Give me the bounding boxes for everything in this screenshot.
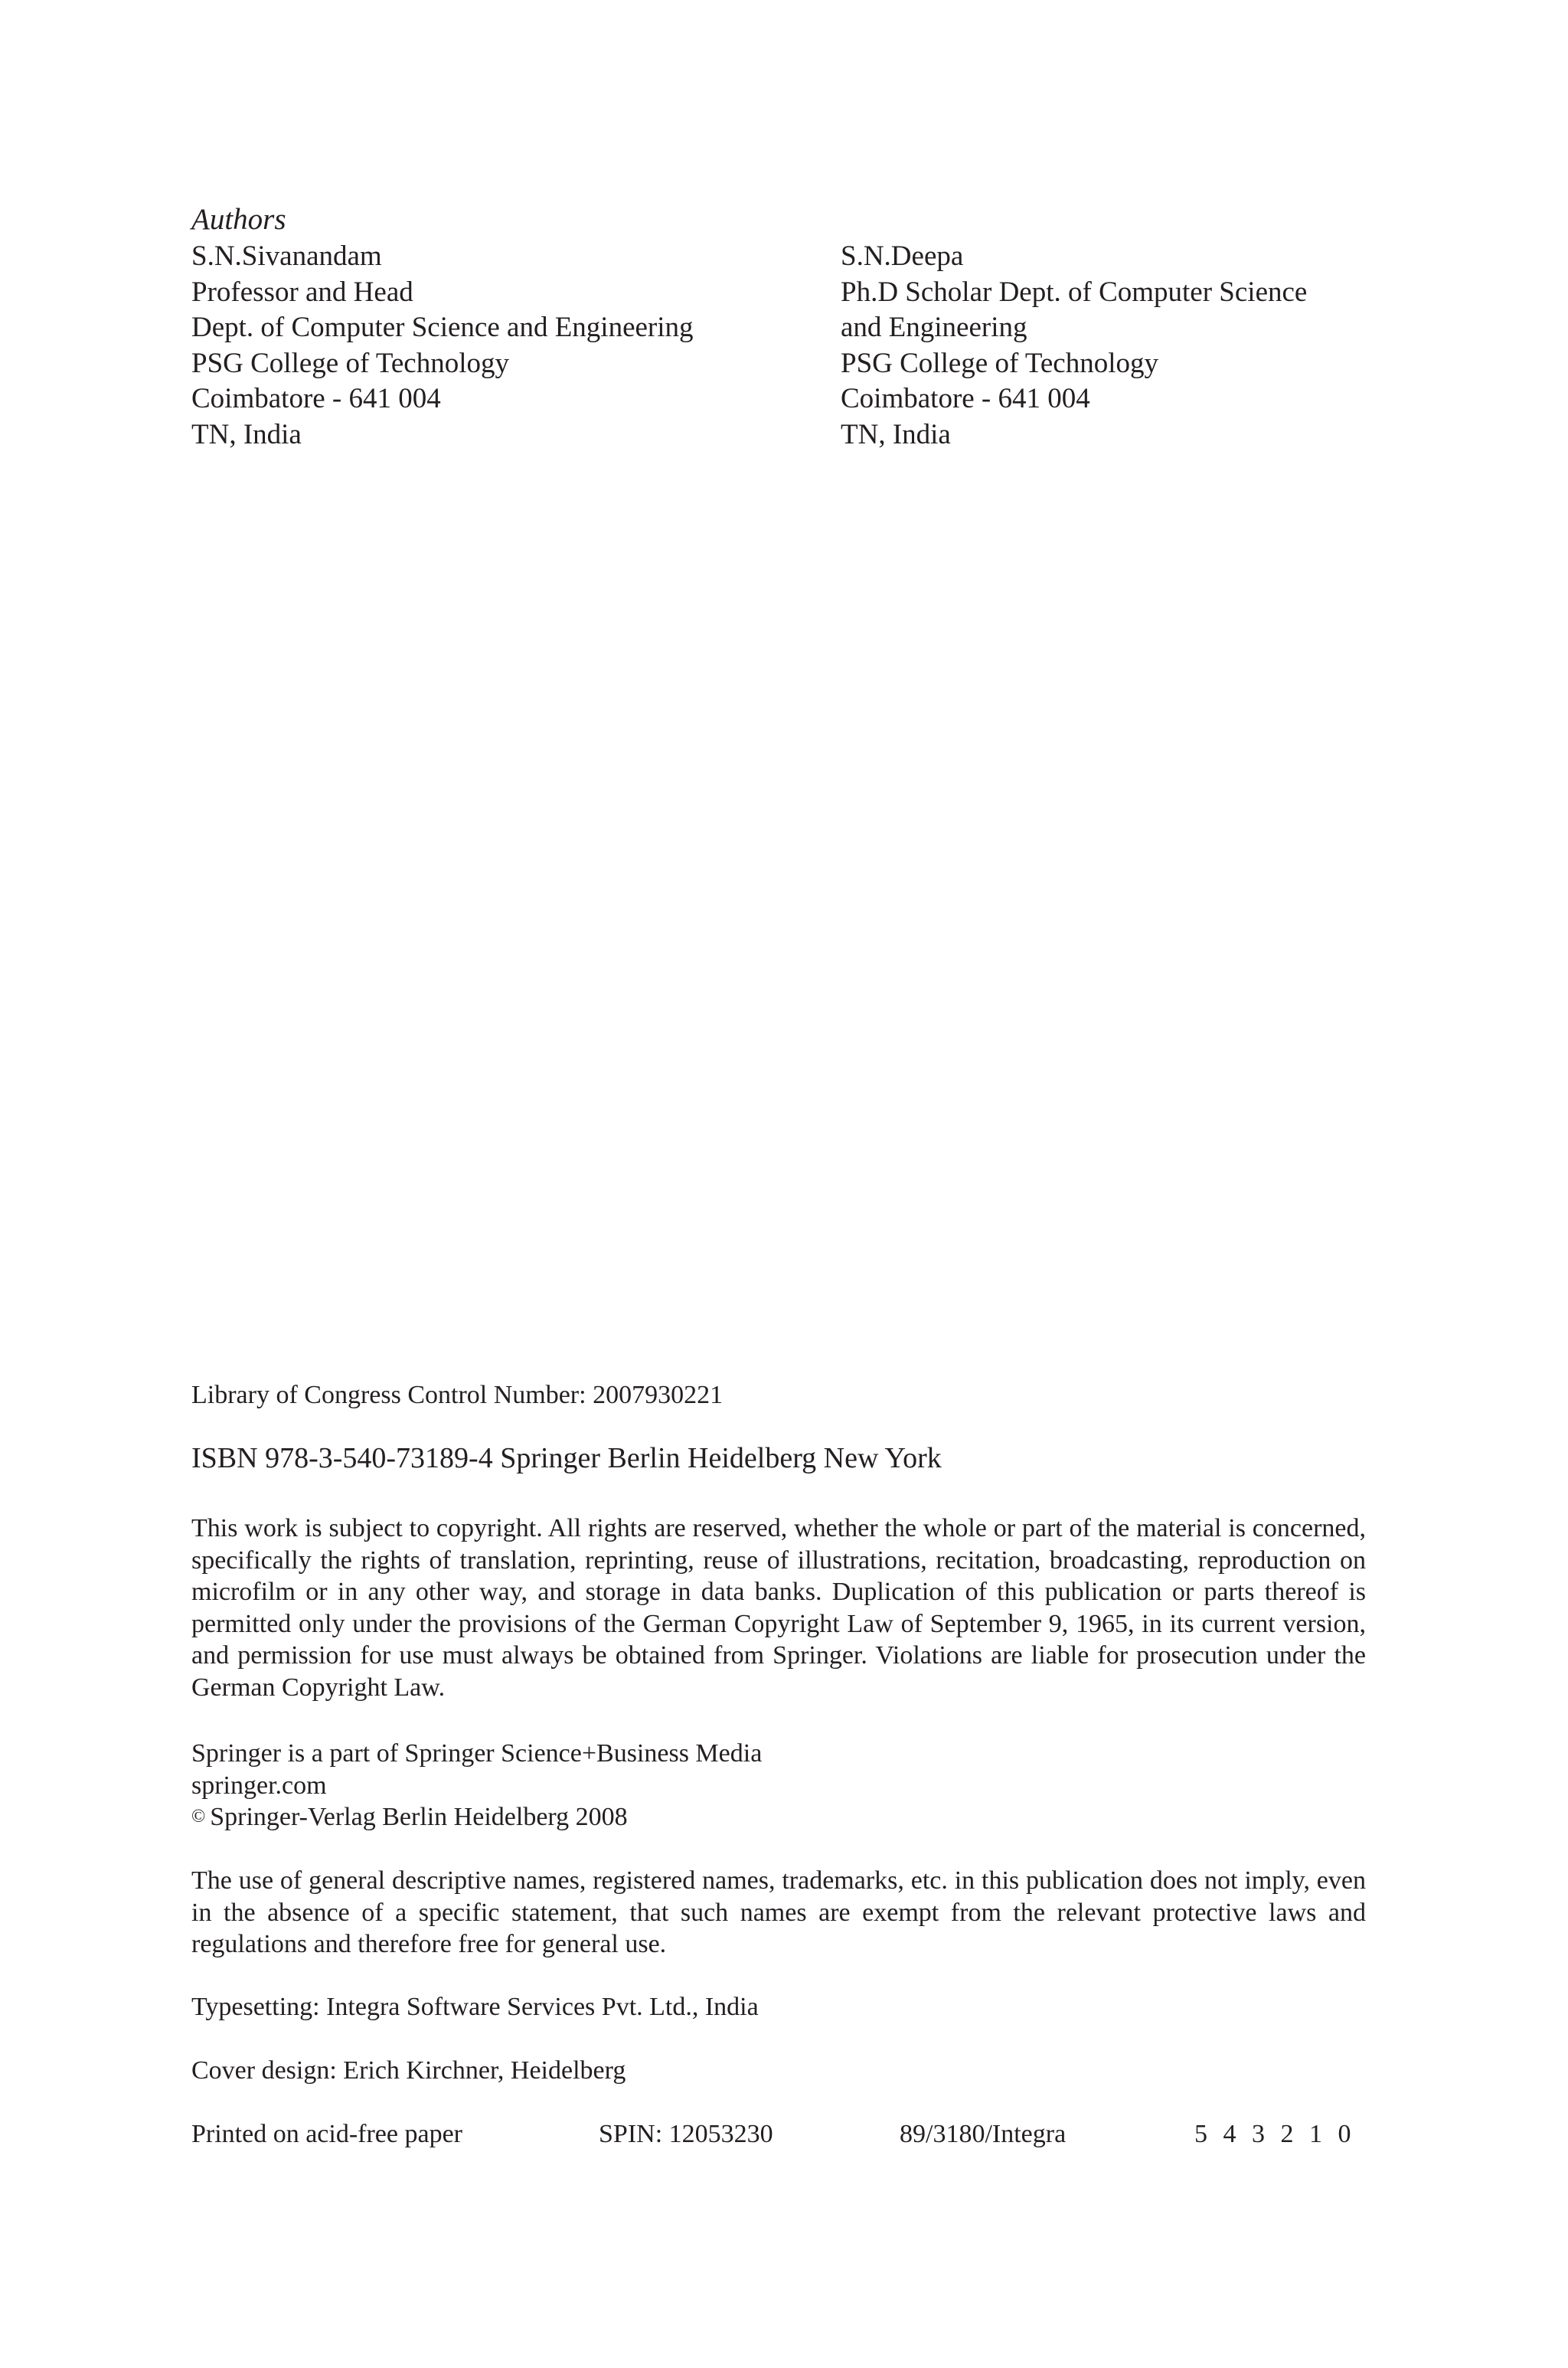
springer-copyright-text: Springer-Verlag Berlin Heidelberg 2008 (210, 1803, 628, 1831)
author-name: S.N.Deepa (841, 240, 964, 272)
author-block-sivanandam (191, 239, 819, 453)
typesetting-credit: Typesetting: Integra Software Services Pvt. Ltd., India (191, 1993, 759, 2021)
author-name: S.N.Sivanandam (191, 240, 382, 272)
author-country: TN, India (191, 418, 302, 450)
author-department: Dept. of Computer Science and Engineering (191, 312, 694, 343)
author-block-deepa (841, 239, 1392, 453)
author-institution: PSG College of Technology (191, 347, 510, 379)
paper-note: Printed on acid-free paper (191, 2120, 462, 2148)
copyright-icon: © (191, 1807, 206, 1827)
trademark-paragraph: The use of general descriptive names, registered names, trademarks, etc. in this publication does not imply, even in the absence of a specific statement, that such names are exempt from the relevant protective laws and regulations and therefore free for general use. (191, 1866, 1366, 1958)
author-title-continued: and Engineering (841, 312, 1027, 343)
author-country: TN, India (841, 418, 951, 450)
author-title: Professor and Head (191, 276, 413, 308)
isbn-line: ISBN 978-3-540-73189-4 Springer Berlin Heidelberg New York (191, 1442, 942, 1474)
library-of-congress-number: Library of Congress Control Number: 2007930221 (191, 1381, 724, 1409)
author-city: Coimbatore - 641 004 (841, 383, 1090, 414)
print-code: 89/3180/Integra (900, 2120, 1067, 2148)
springer-copyright-line (191, 1801, 1366, 1833)
author-institution: PSG College of Technology (841, 347, 1159, 379)
springer-info (191, 1738, 1366, 1833)
printing-line: 5 4 3 2 1 0 (1194, 2120, 1356, 2148)
authors-heading: Authors (191, 203, 286, 236)
springer-website: springer.com (191, 1771, 327, 1800)
springer-media-line: Springer is a part of Springer Science+Business Media (191, 1739, 763, 1768)
author-title: Ph.D Scholar Dept. of Computer Science (841, 276, 1308, 308)
cover-design-credit: Cover design: Erich Kirchner, Heidelberg (191, 2056, 626, 2085)
copyright-paragraph: This work is subject to copyright. All rights are reserved, whether the whole or part of the material is concerned, specifically the rights of translation, reprinting, reuse of illustrations, recitation, broadcasting, reproduction on microfilm or in any other way, and storage in data banks. Duplication of this publication or parts thereof is permitted only under the provisions of the German Copyright Law of September 9, 1965, in its current version, and permission for use must always be obtained from Springer. Violations are liable for prosecution under the German Copyright Law. (191, 1514, 1366, 1702)
author-city: Coimbatore - 641 004 (191, 383, 441, 414)
spin-number: SPIN: 12053230 (599, 2120, 773, 2148)
